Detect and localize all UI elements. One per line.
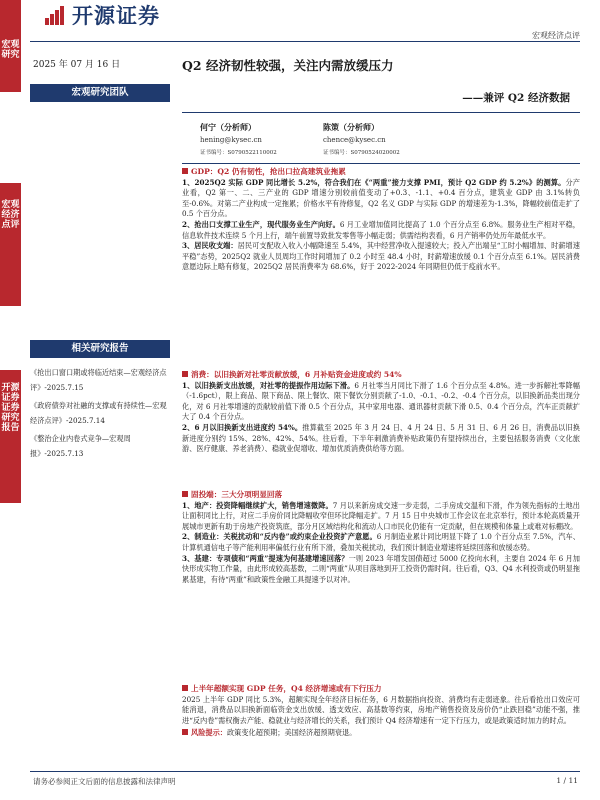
section-gdp (182, 167, 580, 273)
paragraph: 2025 上半年 GDP 同比 5.3%，超额实现全年经济目标任务，6 月数据指向投资、消费均有走弱迹象。往后看抢出口效应可能消退，消费品以旧换新面临资金支出放缓、透支效应、高基数等约束，房地产销售投资及房价仍“止跌回稳”动能不强，推进“反内卷”需权衡去产能、稳就业与经济增长的关系，我们预计 Q4 经济增速有一定下行压力，或是政策适时加力的时点。 (182, 694, 580, 725)
author-cert: 证书编号：S0790522110002 (200, 150, 277, 156)
paragraph: 3、基建：专项债和“两重”提速为何基建增速回落？一则 2023 年增发国债超过 5000 亿投向水利，主要自 2024 年 6 月加快形成实物工作量，由此形成较高基数，二则“两重”从项目落地到开工投资仍需时间。往后看，Q3、Q4 水利投资或仍明显拖累基建，有待“两重”和政策性金融工具提速予以对冲。 (182, 553, 580, 584)
paragraph: 1、以旧换新支出放缓，对社零的提振作用边际下滑。6 月社零当月同比下滑了 1.6 个百分点至 4.8%。进一步拆解社零降幅（-1.6pct），限上商品、限下商品、限上餐饮、限下餐饮分别贡献了-1.0、-0.1、-0.2、-0.4 个百分点，以旧换新品类出现分化，对 6 月社零增速的贡献较前值下滑 0.5 个百分点，其中家用电器、通讯器材贡献下滑 0.5、0.4 个百分点，汽车正贡献扩大了 0.4 个百分点。 (182, 380, 580, 422)
page-number: 1 / 11 (556, 776, 578, 785)
rail-label-top: 宏观研究 (1, 40, 20, 60)
related-item[interactable]: 《政府债券对社融的支撑或有持续性—宏观经济点评》-2025.7.14 (30, 401, 167, 425)
title-divider (182, 112, 580, 113)
page-subtitle: ——兼评 Q2 经济数据 (462, 92, 570, 104)
paragraph: 1、2025Q2 实际 GDP 同比增长 5.2%，符合我们在《“两重”接力支撑 PMI，预计 Q2 GDP 约 5.2%》的测算。分产业看，Q2 第一、二、三产业的 GDP 增速分别较前值变动了+0.3、-1.1、+0.4 百分点，建筑业 GDP 由 3.1%转负至-0.6%。对第二产业构成一定拖累；价格水平有待修复，Q2 名义 GDP 与实际 GDP 的增速差为-1.3%，降幅较前值走扩了 0.5 个百分点。 (182, 177, 580, 219)
paragraph: 3、居民收支端：居民可支配收入收入小幅降速至 5.4%，其中经营净收入提速较大；投入产出端呈“工时小幅增加、时薪增速平稳”态势，2025Q2 就业人员周均工作时间增加了 0.2 小时至 48.4 小时，时薪增速放缓 0.1 个百分点至 6.1%。居民消费意愿边际上略有修复，2025Q2 居民消费率为 68.6%，好于 2022-2024 年同期但仍低于疫前水平。 (182, 241, 580, 272)
paragraph: 1、地产：投资降幅继续扩大，销售增速微降。7 月以来新房成交速一步走弱，二手房成交温和下滑，作为领先指标的土地出让面积同比上行，对应二手房价同比降幅收窄但环比降幅走扩。7 月 15 日中央城市工作会议在北京举行，预计本轮高质量开展城市更新有助于房地产投资筑底，部分月区域结构化和流动人口市民化仍能有一定贡献，但在规模和体量上或难对标棚改。 (182, 500, 580, 531)
section-consumption (182, 370, 580, 455)
section-heading: GDP：Q2 仍有韧性，抢出口拉高建筑业拖累 (182, 167, 580, 178)
report-date: 2025 年 07 月 16 日 (33, 60, 121, 70)
section-heading: 上半年超额实现 GDP 任务，Q4 经济增速或有下行压力 (182, 684, 580, 695)
footer-disclaimer: 请务必参阅正文后面的信息披露和法律声明 (33, 777, 176, 786)
related-item[interactable]: 《抢出口窗口期或将临近结束—宏观经济点评》-2025.7.15 (30, 368, 167, 392)
section-outlook (182, 684, 580, 739)
bullet-icon (182, 371, 188, 377)
rail-label-middle: 宏观经济点评 (1, 200, 20, 230)
bullet-icon (182, 729, 188, 735)
related-list (30, 366, 170, 461)
related-item[interactable]: 《整治企业内卷式竞争—宏观周报》-2025.7.13 (30, 434, 131, 458)
bullet-icon (182, 491, 188, 497)
paragraph: 2、抢出口支撑工业生产，现代服务业生产向好。6 月工业增加值同比提高了 1.0 个百分点至 6.8%。服务业生产相对平稳，信息软件技术连续 5 个月上行，端午前置导致批发零售等小幅走弱；供需结构表看，6 月产销率仍处历年最低水平。 (182, 219, 580, 240)
author-card (323, 121, 400, 160)
brand-logo-icon (44, 4, 66, 26)
paragraph: 2、制造业：关税扰动和“反内卷”或约束企业投资扩产意愿。6 月制造业累计同比明显下降了 1.0 个百分点至 7.5%，汽车、计算机通信电子等产能利用率偏低行业有所下滑，叠加关税扰动，我们预计制造业增速将延续回落和放缓态势。 (182, 532, 580, 552)
report-type: 宏观经济点评 (532, 31, 580, 40)
author-name: 何宁（分析师） (200, 122, 256, 132)
author-cert: 证书编号：S0790524020002 (323, 150, 400, 156)
paragraph: 2、6 月以旧换新支出进度约 54%。推算截至 2025 年 3 月 24 日、4 月 24 日、5 月 31 日、6 月 26 日，消费品以旧换新进度分别约 15%、28%、42%、54%。往后看，下半年刺激消费补贴政策仍有望持续出台，主要包括服务消费（文化旅游、医疗健康、养老消费）、稳就业促增收、增加优质消费供给等方面。 (182, 422, 580, 454)
author-email[interactable]: chence@kysec.cn (323, 136, 386, 144)
brand-logo (44, 3, 160, 27)
author-name: 陈策（分析师） (323, 122, 379, 132)
team-banner: 宏观研究团队 (30, 84, 170, 102)
section-investment (182, 490, 580, 585)
section-heading: 固投端：三大分项明显回落 (182, 490, 580, 501)
authors-divider (182, 163, 580, 164)
section-heading: 消费：以旧换新对社零贡献放缓，6 月补贴资金进度或约 54% (182, 370, 580, 381)
related-heading: 相关研究报告 (30, 340, 170, 358)
left-rail (0, 0, 21, 800)
bullet-icon (182, 168, 188, 174)
risk-note: 风险提示：政策变化超预期；美国经济超预期衰退。 (182, 728, 580, 739)
bullet-icon (182, 685, 188, 691)
rail-label-bottom: 开源证券 证券研究报告 (1, 383, 20, 433)
page-title: Q2 经济韧性较强，关注内需放缓压力 (182, 58, 394, 73)
author-email[interactable]: hening@kysec.cn (200, 136, 262, 144)
footer-divider (30, 771, 580, 772)
header-divider (30, 41, 580, 42)
author-card (200, 121, 277, 160)
brand-name: 开源证券 (72, 4, 160, 28)
